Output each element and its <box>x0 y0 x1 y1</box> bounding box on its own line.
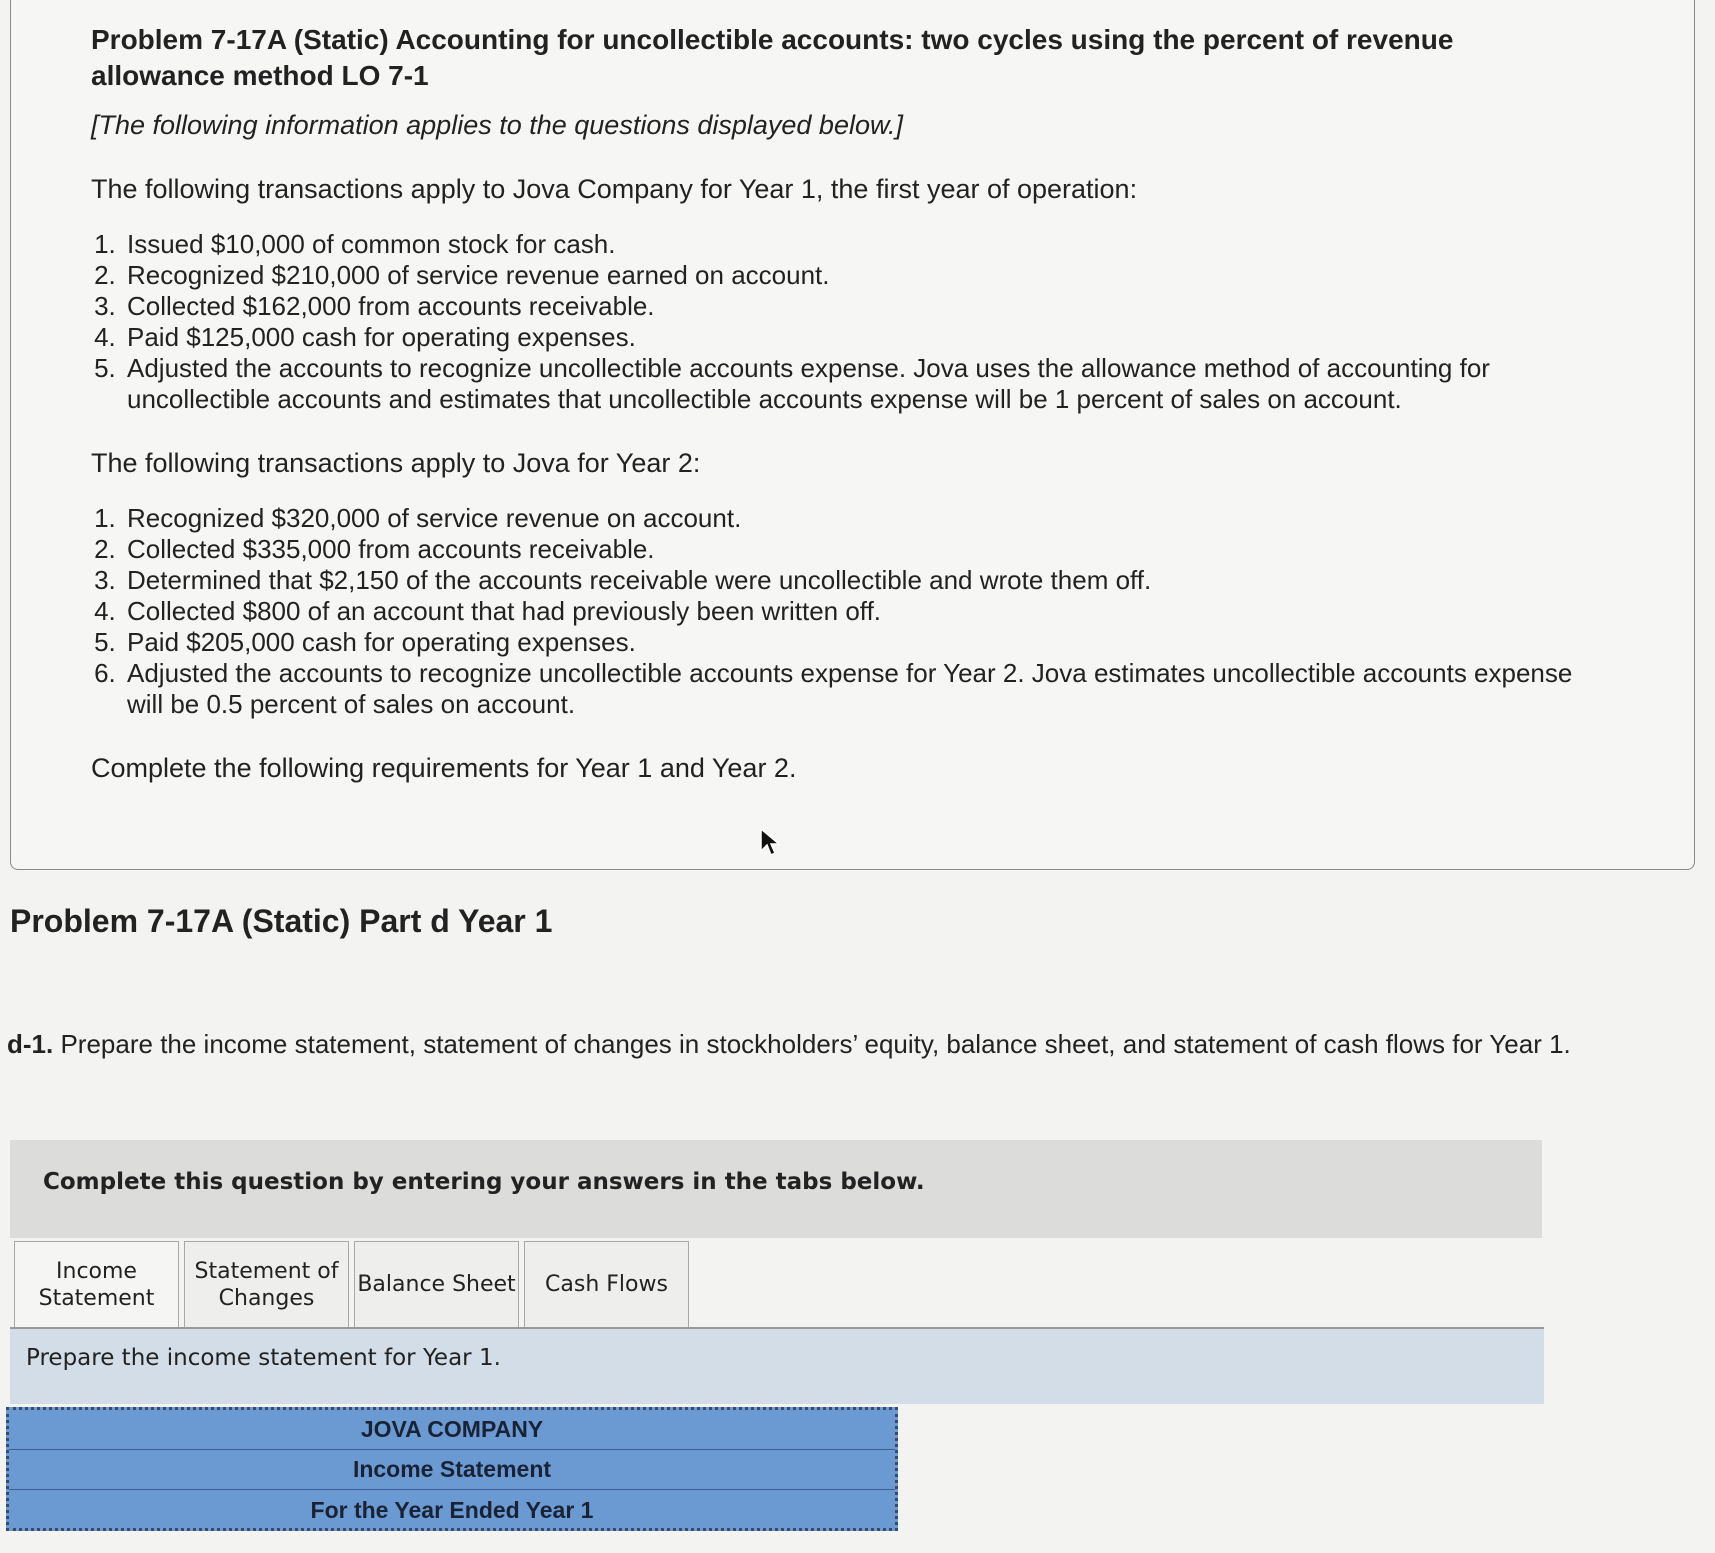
requirement-label: d-1. <box>7 1029 54 1059</box>
list-item: 2. Recognized $210,000 of service revenue earned on account. <box>123 260 1614 291</box>
year1-intro: The following transactions apply to Jova Company for Year 1, the first year of operation: <box>91 174 1138 204</box>
tab-statement-of-changes[interactable] <box>184 1241 349 1327</box>
requirement <box>7 1028 1687 1060</box>
tab-label: Changes <box>218 1285 315 1311</box>
tab-balance-sheet[interactable] <box>354 1241 519 1327</box>
mouse-cursor-icon <box>759 827 781 859</box>
problem-info-box <box>10 0 1695 870</box>
statement-period: For the Year Ended Year 1 <box>310 1496 594 1523</box>
problem-title-line1: Problem 7-17A (Static) Accounting for uncollectible accounts: two cycles using the percent of revenue <box>91 24 1454 55</box>
requirement-text: Prepare the income statement, statement of changes in stockholders’ equity, balance sheet, and statement of cash flows for Year 1. <box>60 1029 1571 1059</box>
tab-label: Income <box>56 1258 137 1284</box>
tab-label: Statement of <box>194 1258 339 1284</box>
tab-label: Balance Sheet <box>357 1272 516 1297</box>
tab-label: Statement <box>38 1285 155 1311</box>
tab-income-statement[interactable] <box>14 1241 179 1327</box>
list-item: 2. Collected $335,000 from accounts receivable. <box>123 534 1614 565</box>
list-item: 3. Determined that $2,150 of the accounts receivable were uncollectible and wrote them off. <box>123 565 1614 596</box>
answer-tabs <box>14 1241 694 1327</box>
list-item: 4. Paid $125,000 cash for operating expenses. <box>123 322 1614 353</box>
list-item: 6. Adjusted the accounts to recognize uncollectible accounts expense for Year 2. Jova estimates uncollectible accounts expense will be 0.5 percent of sales on account. <box>123 658 1614 720</box>
problem-title <box>91 22 1614 94</box>
year2-transactions <box>91 503 1614 720</box>
list-item: 5. Adjusted the accounts to recognize uncollectible accounts expense. Jova uses the allowance method of accounting for uncollectible accounts and estimates that uncollectible accounts expense will be 1 percent of sales on account. <box>123 353 1614 415</box>
tab-cash-flows[interactable] <box>524 1241 689 1327</box>
list-item: 1. Issued $10,000 of common stock for cash. <box>123 229 1614 260</box>
part-heading: Problem 7-17A (Static) Part d Year 1 <box>10 903 553 939</box>
list-item: 1. Recognized $320,000 of service revenue on account. <box>123 503 1614 534</box>
list-item: 4. Collected $800 of an account that had previously been written off. <box>123 596 1614 627</box>
tab-prompt: Prepare the income statement for Year 1. <box>10 1329 1544 1404</box>
list-item: 5. Paid $205,000 cash for operating expenses. <box>123 627 1614 658</box>
problem-title-line2: allowance method LO 7-1 <box>91 60 429 91</box>
list-item: 3. Collected $162,000 from accounts receivable. <box>123 291 1614 322</box>
intro-note: [The following information applies to the questions displayed below.] <box>91 110 903 140</box>
instructions-bar: Complete this question by entering your answers in the tabs below. <box>10 1140 1542 1238</box>
year1-transactions <box>91 229 1614 415</box>
year2-intro: The following transactions apply to Jova for Year 2: <box>91 448 701 478</box>
statement-company: JOVA COMPANY <box>9 1410 895 1450</box>
closing-text: Complete the following requirements for Year 1 and Year 2. <box>91 753 797 783</box>
tab-label: Cash Flows <box>545 1272 668 1297</box>
income-statement-header <box>6 1407 898 1531</box>
statement-name: Income Statement <box>9 1450 895 1490</box>
